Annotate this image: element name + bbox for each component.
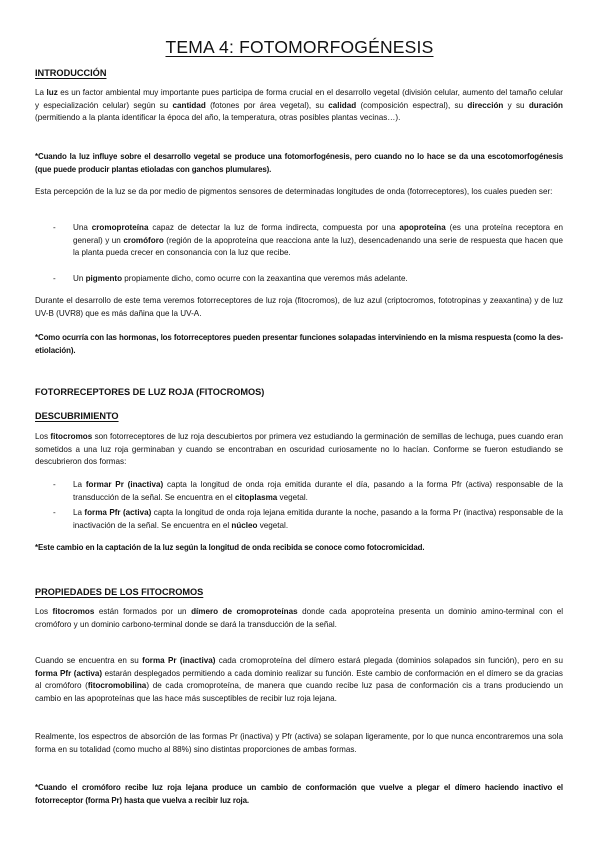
heading-propiedades: PROPIEDADES DE LOS FITOCROMOS <box>35 587 204 597</box>
text-run: es un factor ambiental muy importante pues participa de forma crucial en el desarrollo vegetal (división celular, aumento del tamaño celular y especialización celular) según su <box>35 88 563 110</box>
text-run: Cuando se encuentra en su <box>35 656 143 665</box>
text-run: La <box>35 88 47 97</box>
text-run: Los <box>35 607 53 616</box>
text-run: estarán desplegados permitiendo a cada dominio realizar su función. Este cambio de conformación en el dímero se da gracias al cromóforo ( <box>35 668 563 691</box>
text-run: capta la longitud de onda roja lejana emitida durante la noche, pasando a la forma Pr (inactiva) responsable de la inactivación de la señal. Se encuentra en el <box>73 508 563 530</box>
intro-note-1: *Cuando la luz influye sobre el desarrollo vegetal se produce una fotomorfogénesis, pero cuando no lo hace se da una escotomorfogénesis (que puede producir plantas etioladas con ganchos plumulares). <box>35 152 563 174</box>
bold-term: dirección <box>467 100 504 110</box>
bold-term: forma Pr (inactiva) <box>142 656 216 665</box>
bold-term: duración <box>528 100 564 110</box>
props-note: *Cuando el cromóforo recibe luz roja lejana produce un cambio de conformación que vuelve a plegar el dímero haciendo inactivo el fotorreceptor (forma Pr) hasta que vuelva a recibir luz roja. <box>35 783 563 805</box>
text-run: y su <box>503 100 529 110</box>
bold-term: forma Pfr (activa) <box>35 668 103 678</box>
text-run: capaz de detectar la luz de forma indirecta, compuesta por una <box>148 223 400 232</box>
text-run: La <box>73 508 85 517</box>
text-run: (composición espectral), su <box>356 100 468 110</box>
intro-note-2: *Como ocurría con las hormonas, los fotorreceptores pueden presentar funciones solapadas interviniendo en la misma respuesta (como la des-etiolación). <box>35 333 563 355</box>
bold-term: cromóforo <box>123 235 164 245</box>
bold-term: fitocromobilina <box>87 681 147 691</box>
props-paragraph-1 <box>35 606 563 631</box>
bold-term: forma Pfr (activa) <box>84 508 152 517</box>
intro-paragraph-1 <box>35 87 563 125</box>
red-paragraph-1 <box>35 431 563 469</box>
heading-descubrimiento: DESCUBRIMIENTO <box>35 411 119 421</box>
bold-term: pigmento <box>85 274 123 283</box>
intro-paragraph-2: Esta percepción de la luz se da por medio de pigmentos sensores de determinadas longitudes de onda (fotorreceptores), los cuales pueden ser: <box>35 187 553 196</box>
list-dash: - <box>53 508 56 517</box>
text-run: (fotones por área vegetal), su <box>205 100 329 110</box>
text-run: capta la longitud de onda roja emitida durante el día, pasando a la forma Pfr (activa) responsable de la transducción de la señal. Se encuentra en el <box>73 480 563 502</box>
bold-term: calidad <box>328 100 357 110</box>
text-run: donde cada apoproteína presenta un dominio amino-terminal con el cromóforo y un dominio carbono-terminal donde se dará la transducción de la señal. <box>35 607 564 629</box>
list-dash: - <box>53 223 56 232</box>
red-list-item-1 <box>73 479 563 504</box>
intro-list-item-1 <box>73 222 563 260</box>
intro-paragraph-3: Durante el desarrollo de este tema veremos fotorreceptores de luz roja (fitocromos), de luz azul (criptocromos, fototropinas y zeaxantina) y de luz UV-B (UVR8) que es más dañina que la UV-A. <box>35 296 563 318</box>
bold-term: dímero de cromoproteínas <box>191 607 298 616</box>
text-run: ) de cada cromoproteína, de manera que cuando recibe luz pasa de conformación cis a trans produciendo un cambio en las apoproteínas que las hace más susceptibles de recibir luz roja lejana. <box>35 681 563 704</box>
text-run: (región de la apoproteína que reacciona ante la luz), desencadenando una serie de respuesta que hacen que la planta pueda crecer en consonancia con la luz que recibe. <box>73 235 563 258</box>
red-note: *Este cambio en la captación de la luz según la longitud de onda recibida se conoce como fotocromicidad. <box>35 543 425 552</box>
text-run: Una <box>73 223 92 232</box>
heading-introduccion: INTRODUCCIÓN <box>35 68 107 78</box>
bold-term: formar Pr (inactiva) <box>85 480 164 489</box>
text-run: son fotorreceptores de luz roja descubiertos por primera vez estudiando la germinación de semillas de lechuga, pues cuando eran sometidos a una luz roja germinaban y cuando se encontraban en oscuridad curiosamente no lo hacían. Conforme se fueron estudiando se descubrieron dos formas: <box>35 432 563 467</box>
bold-term: núcleo <box>231 520 258 530</box>
bold-term: cromoproteína <box>91 223 149 232</box>
text-run: La <box>73 480 86 489</box>
page-title: TEMA 4: FOTOMORFOGÉNESIS <box>165 37 434 57</box>
text-run: cada cromoproteína del dímero estará plegada (dominios solapados sin función), pero en su <box>215 656 563 665</box>
props-paragraph-3: Realmente, los espectros de absorción de las formas Pr (inactiva) y Pfr (activa) se solapan ligeramente, por lo que nunca encontraremos una sola forma en su totalidad (como mucho al 88%) sino distintas proporciones de ambas formas. <box>35 732 563 754</box>
text-run: propiamente dicho, como ocurre con la zeaxantina que veremos más adelante. <box>122 274 408 283</box>
text-run: están formados por un <box>94 607 192 616</box>
text-run: (permitiendo a la planta identificar la época del año, la temperatura, otras posibles plantas vecinas…). <box>35 113 401 123</box>
bold-term: citoplasma <box>234 492 278 502</box>
text-run: Un <box>73 274 86 283</box>
bold-term: cantidad <box>172 100 206 110</box>
text-run: vegetal. <box>277 492 308 502</box>
intro-list-item-2 <box>73 273 563 286</box>
props-paragraph-2 <box>35 655 563 706</box>
red-list-item-2 <box>73 507 563 532</box>
bold-term: fitocromos <box>50 432 93 441</box>
list-dash: - <box>53 274 56 283</box>
bold-term: apoproteína <box>399 223 446 232</box>
list-dash: - <box>53 480 56 489</box>
heading-luz-roja: FOTORRECEPTORES DE LUZ ROJA (FITOCROMOS) <box>35 387 265 397</box>
bold-term: fitocromos <box>52 607 95 616</box>
bold-term: luz <box>46 88 58 97</box>
text-run: Los <box>35 432 51 441</box>
text-run: vegetal. <box>257 520 289 530</box>
text-run: (es una proteína receptora en general) y un <box>73 223 563 245</box>
